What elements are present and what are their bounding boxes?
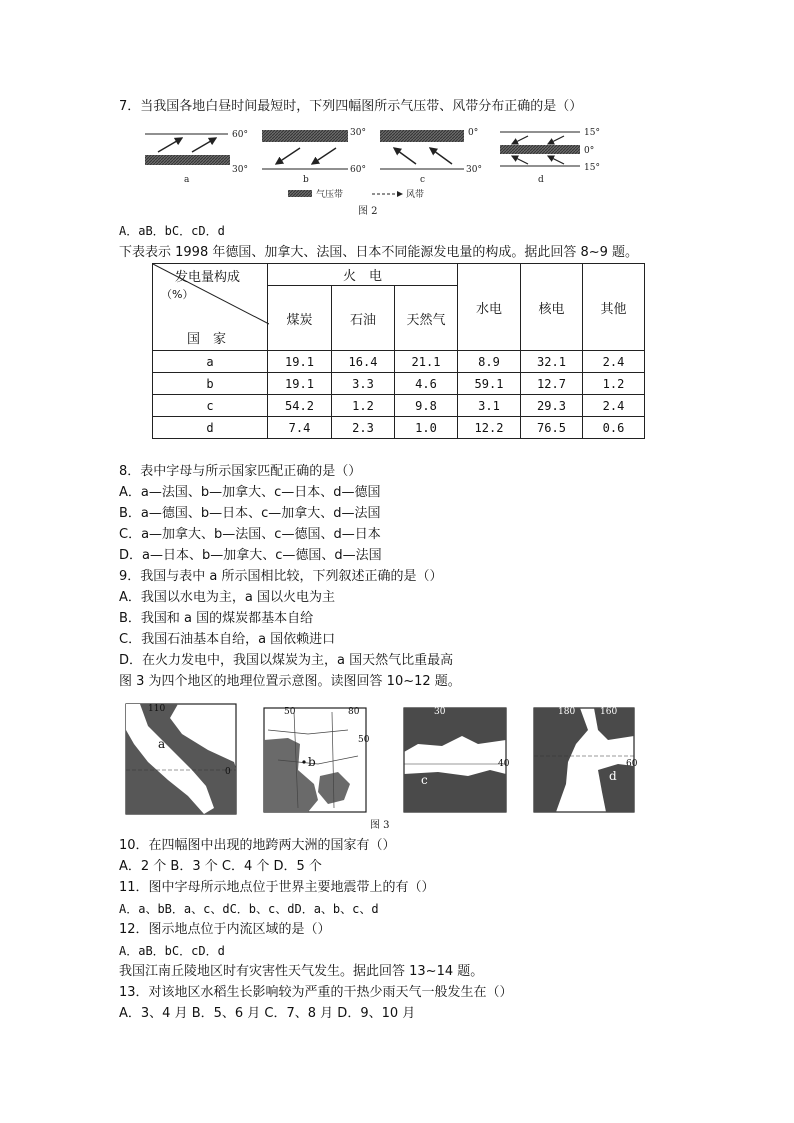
map-c [404,707,510,812]
table-row [153,351,645,373]
map-d-lat: 60 [626,759,638,769]
panel-d-top: 15° [584,128,600,138]
header-oil: 石油 [332,286,395,351]
table-row [153,417,645,439]
cell: 32.1 [521,351,583,373]
map-c-lat: 40 [498,759,510,769]
corner-top-label: 发电量构成 [175,270,241,285]
panel-c-bottom: 30° [466,165,482,175]
row-country: b [153,373,268,395]
panel-a [145,130,248,185]
cell: 7.4 [268,417,332,439]
row-country: c [153,395,268,417]
cell: 29.3 [521,395,583,417]
panel-d-letter: d [538,175,544,185]
cell: 2.4 [583,351,645,373]
cell: 2.4 [583,395,645,417]
header-nuclear: 核电 [521,264,583,351]
panel-b-bottom: 60° [350,165,366,175]
q13-intro: 我国江南丘陵地区时有灾害性天气发生。据此回答 13~14 题。 [119,964,484,979]
q8-option-c: C．a—加拿大、b—法国、c—德国、d—日本 [119,527,381,542]
figure-2-caption: 图 2 [358,206,378,217]
panel-a-top: 60° [232,130,248,140]
corner-bottom-label: 国 家 [187,332,227,347]
corner-unit-label: （%） [161,288,194,301]
q9-option-a: A．我国以水电为主，a 国以火电为主 [119,590,335,605]
cell: 12.7 [521,373,583,395]
table-intro: 下表表示 1998 年德国、加拿大、法国、日本不同能源发电量的构成。据此回答 8~9 题。 [119,245,639,260]
q8-option-a: A．a—法国、b—加拿大、c—日本、d—德国 [119,485,381,500]
map-a-lon: 110 [148,704,166,714]
q10-stem: 10．在四幅图中出现的地跨两大洲的国家有（） [119,838,396,853]
figure-3-caption: 图 3 [370,820,390,831]
q9-option-b: B．我国和 a 国的煤炭都基本自给 [119,611,314,626]
panel-b-letter: b [303,175,309,185]
map-b [264,707,370,812]
row-country: d [153,417,268,439]
cell: 54.2 [268,395,332,417]
cell: 0.6 [583,417,645,439]
cell: 1.2 [583,373,645,395]
fig3-intro: 图 3 为四个地区的地理位置示意图。读图回答 10~12 题。 [119,674,461,689]
cell: 1.0 [395,417,458,439]
map-c-lon: 30 [434,707,446,717]
q7-options: A．aB．bC．cD．d [119,224,225,238]
map-d-lon-1: 180 [558,707,576,717]
table-row [153,373,645,395]
panel-d-mid: 0° [584,146,595,156]
cell: 3.3 [332,373,395,395]
q9-option-d: D．在火力发电中，我国以煤炭为主，a 国天然气比重最高 [119,653,454,668]
cell: 8.9 [458,351,521,373]
panel-c-letter: c [420,175,426,185]
map-d [534,707,638,812]
map-b-letter: b [308,755,316,769]
cell: 76.5 [521,417,583,439]
q9-stem: 9．我国与表中 a 所示国相比较，下列叙述正确的是（） [119,569,443,584]
q13-options: A．3、4 月 B．5、6 月 C．7、8 月 D．9、10 月 [119,1006,416,1021]
wind-pressure-figure [140,124,610,224]
header-coal: 煤炭 [268,286,332,351]
q7-stem: 7．当我国各地白昼时间最短时，下列四幅图所示气压带、风带分布正确的是（） [119,99,583,114]
row-country: a [153,351,268,373]
legend-pressure-label: 气压带 [316,190,344,200]
cell: 4.6 [395,373,458,395]
q8-option-d: D．a—日本、b—加拿大、c—德国、d—法国 [119,548,382,563]
cell: 9.8 [395,395,458,417]
cell: 21.1 [395,351,458,373]
q12-stem: 12．图示地点位于内流区域的是（） [119,922,331,937]
cell: 59.1 [458,373,521,395]
table-row [153,395,645,417]
table-corner-cell [153,264,268,351]
map-d-lon-2: 160 [600,707,618,717]
q11-options: A．a、bB．a、c、dC．b、c、dD．a、b、c、d [119,902,379,916]
q12-options: A．aB．bC．cD．d [119,944,225,958]
legend-wind-label: 风带 [406,190,425,200]
header-hydro: 水电 [458,264,521,351]
cell: 12.2 [458,417,521,439]
map-c-letter: c [421,773,428,787]
header-other: 其他 [583,264,645,351]
map-d-letter: d [609,769,617,783]
map-a [126,704,236,814]
panel-d [500,128,600,185]
cell: 16.4 [332,351,395,373]
panel-d-bottom: 15° [584,163,600,173]
q13-stem: 13．对该地区水稻生长影响较为严重的干热少雨天气一般发生在（） [119,985,513,1000]
panel-c [380,128,482,185]
panel-a-bottom: 30° [232,165,248,175]
map-b-lon-2: 80 [348,707,360,717]
map-a-letter: a [158,737,166,751]
panel-a-letter: a [184,175,190,185]
panel-b [262,128,366,185]
thermal-group-header: 火 电 [268,264,458,286]
map-b-lat: 50 [358,735,370,745]
header-gas: 天然气 [395,286,458,351]
q11-stem: 11．图中字母所示地点位于世界主要地震带上的有（） [119,880,435,895]
q10-options: A．2 个 B．3 个 C．4 个 D．5 个 [119,859,322,874]
map-a-lat: 0 [225,767,231,777]
cell: 19.1 [268,373,332,395]
cell: 3.1 [458,395,521,417]
region-maps-figure [118,700,648,832]
cell: 2.3 [332,417,395,439]
q9-option-c: C．我国石油基本自给，a 国依赖进口 [119,632,336,647]
panel-b-top: 30° [350,128,366,138]
figure-legend [288,188,424,217]
cell: 19.1 [268,351,332,373]
q8-stem: 8．表中字母与所示国家匹配正确的是（） [119,464,362,479]
map-b-lon-1: 50 [284,707,296,717]
energy-table [152,263,645,439]
q8-option-b: B．a—德国、b—日本、c—加拿大、d—法国 [119,506,381,521]
cell: 1.2 [332,395,395,417]
panel-c-top: 0° [468,128,479,138]
